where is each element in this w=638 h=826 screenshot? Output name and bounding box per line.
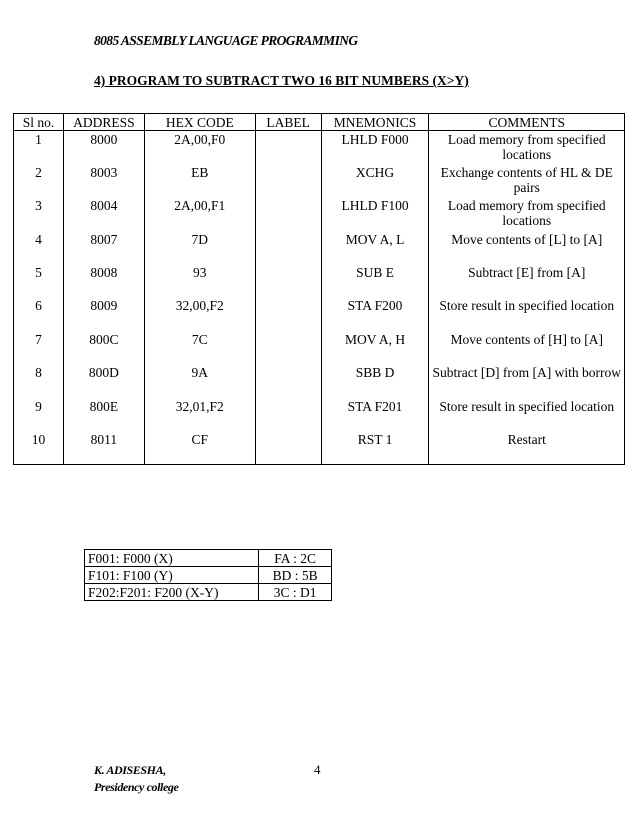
- cell-hex-code: 7C: [144, 331, 255, 364]
- cell-sl-no: 1: [14, 131, 64, 164]
- running-header-title: 8085 ASSEMBLY LANGUAGE PROGRAMMING: [94, 33, 358, 48]
- cell-label: [255, 231, 321, 264]
- cell-label: [255, 431, 321, 464]
- cell-address: 8003: [63, 164, 144, 197]
- column-header-label: LABEL: [255, 114, 321, 131]
- cell-address: 800C: [63, 331, 144, 364]
- cell-mnemonic: LHLD F100: [321, 197, 429, 230]
- column-header-hex-code: HEX CODE: [144, 114, 255, 131]
- cell-mnemonic: STA F201: [321, 398, 429, 431]
- cell-mnemonic: MOV A, L: [321, 231, 429, 264]
- table-row: [14, 297, 625, 330]
- cell-mnemonic: SUB E: [321, 264, 429, 297]
- cell-sl-no: 10: [14, 431, 64, 464]
- cell-comment: Load memory from specified locations: [429, 131, 625, 164]
- program-title: 4) PROGRAM TO SUBTRACT TWO 16 BIT NUMBERS (X>Y): [94, 73, 469, 88]
- cell-address: 8007: [63, 231, 144, 264]
- cell-mnemonic: STA F200: [321, 297, 429, 330]
- cell-address: 8004: [63, 197, 144, 230]
- cell-label: [255, 398, 321, 431]
- cell-sl-no: 9: [14, 398, 64, 431]
- cell-hex-code: CF: [144, 431, 255, 464]
- table-row: [14, 231, 625, 264]
- author-name: K. ADISESHA,: [94, 763, 166, 777]
- cell-mnemonic: XCHG: [321, 164, 429, 197]
- cell-mnemonic: RST 1: [321, 431, 429, 464]
- memory-location: F202:F201: F200 (X-Y): [85, 584, 259, 601]
- cell-address: 800D: [63, 364, 144, 397]
- cell-comment: Subtract [D] from [A] with borrow: [429, 364, 625, 397]
- cell-hex-code: 93: [144, 264, 255, 297]
- table-row: [14, 431, 625, 464]
- cell-comment: Store result in specified location: [429, 297, 625, 330]
- cell-address: 8000: [63, 131, 144, 164]
- column-header-address: ADDRESS: [63, 114, 144, 131]
- memory-row: [85, 550, 332, 567]
- cell-hex-code: 32,00,F2: [144, 297, 255, 330]
- author-college: Presidency college: [94, 780, 179, 794]
- memory-value: 3C : D1: [259, 584, 332, 601]
- cell-sl-no: 6: [14, 297, 64, 330]
- table-row: [14, 398, 625, 431]
- cell-sl-no: 2: [14, 164, 64, 197]
- cell-label: [255, 331, 321, 364]
- cell-hex-code: 9A: [144, 364, 255, 397]
- column-header-comments: COMMENTS: [429, 114, 625, 131]
- cell-mnemonic: MOV A, H: [321, 331, 429, 364]
- cell-mnemonic: SBB D: [321, 364, 429, 397]
- cell-label: [255, 364, 321, 397]
- cell-comment: Move contents of [L] to [A]: [429, 231, 625, 264]
- memory-location: F001: F000 (X): [85, 550, 259, 567]
- cell-address: 8008: [63, 264, 144, 297]
- column-header-sl-no: Sl no.: [14, 114, 64, 131]
- cell-label: [255, 131, 321, 164]
- memory-values-table: [84, 549, 332, 601]
- table-row: [14, 264, 625, 297]
- cell-label: [255, 197, 321, 230]
- cell-label: [255, 297, 321, 330]
- page-number: 4: [314, 762, 321, 777]
- cell-hex-code: 2A,00,F0: [144, 131, 255, 164]
- program-table: [13, 113, 625, 465]
- cell-comment: Exchange contents of HL & DE pairs: [429, 164, 625, 197]
- program-table-body: [14, 131, 625, 465]
- memory-location: F101: F100 (Y): [85, 567, 259, 584]
- column-header-mnemonics: MNEMONICS: [321, 114, 429, 131]
- cell-comment: Restart: [429, 431, 625, 464]
- cell-hex-code: 2A,00,F1: [144, 197, 255, 230]
- cell-address: 8009: [63, 297, 144, 330]
- table-header-row: [14, 114, 625, 131]
- cell-hex-code: 7D: [144, 231, 255, 264]
- cell-mnemonic: LHLD F000: [321, 131, 429, 164]
- table-row: [14, 131, 625, 164]
- memory-value: FA : 2C: [259, 550, 332, 567]
- cell-sl-no: 3: [14, 197, 64, 230]
- cell-sl-no: 4: [14, 231, 64, 264]
- memory-row: [85, 567, 332, 584]
- cell-comment: Move contents of [H] to [A]: [429, 331, 625, 364]
- cell-label: [255, 164, 321, 197]
- table-row: [14, 164, 625, 197]
- cell-sl-no: 7: [14, 331, 64, 364]
- cell-address: 8011: [63, 431, 144, 464]
- table-row: [14, 331, 625, 364]
- memory-row: [85, 584, 332, 601]
- cell-sl-no: 5: [14, 264, 64, 297]
- cell-address: 800E: [63, 398, 144, 431]
- table-row: [14, 364, 625, 397]
- table-row: [14, 197, 625, 230]
- memory-value: BD : 5B: [259, 567, 332, 584]
- cell-comment: Store result in specified location: [429, 398, 625, 431]
- cell-comment: Load memory from specified locations: [429, 197, 625, 230]
- cell-label: [255, 264, 321, 297]
- cell-sl-no: 8: [14, 364, 64, 397]
- cell-hex-code: EB: [144, 164, 255, 197]
- memory-table-body: [85, 550, 332, 601]
- footer-author: [94, 762, 178, 796]
- cell-comment: Subtract [E] from [A]: [429, 264, 625, 297]
- cell-hex-code: 32,01,F2: [144, 398, 255, 431]
